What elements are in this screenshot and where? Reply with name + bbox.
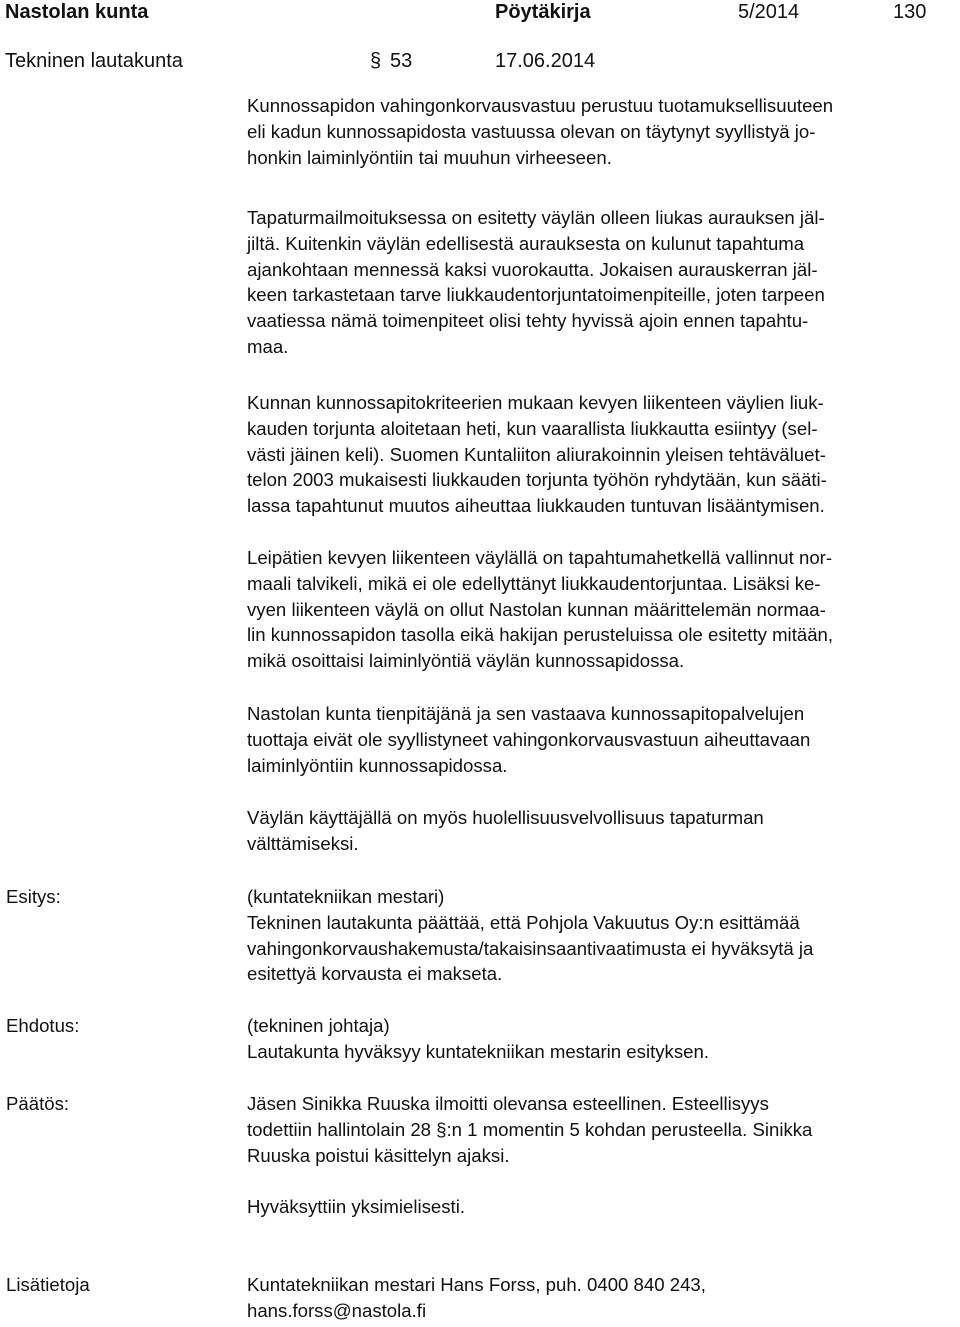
- paragraph-user-duty: [247, 805, 959, 857]
- section-number: 53: [390, 50, 413, 72]
- text-line: (tekninen johtaja): [247, 1015, 390, 1036]
- text-line: eli kadun kunnossapidosta vastuussa olevan on täytynyt syyllistyä jo-: [247, 120, 816, 142]
- text-line: (kuntatekniikan mestari): [247, 886, 445, 907]
- paragraph-accident-report: [247, 205, 959, 360]
- board-name: Tekninen lautakunta: [5, 50, 183, 72]
- ehdotus-label: Ehdotus:: [6, 1015, 80, 1036]
- text-line: keen tarkastetaan tarve liukkaudentorjuntatoimenpiteille, joten tarpeen: [247, 284, 825, 306]
- issue-number: 5/2014: [738, 1, 800, 23]
- text-line: maali talvikeli, mikä ei ole edellyttänyt liukkaudentorjuntaa. Lisäksi ke-: [247, 572, 821, 594]
- text-line: Ruuska poistui käsittelyn ajaksi.: [247, 1144, 510, 1166]
- text-line: honkin laiminlyöntiin tai muuhun virheeseen.: [247, 146, 612, 168]
- paatos-label: Päätös:: [6, 1093, 70, 1114]
- text-line: västi jäinen keli). Suomen Kuntaliiton aliurakoinnin yleisen tehtäväluet-: [247, 443, 826, 465]
- text-line: ajankohtaan mennessä kaksi vuorokautta. Jokaisen aurauskerran jäl-: [247, 258, 818, 280]
- text-line: Kunnossapidon vahingonkorvausvastuu perustuu tuotamuksellisuuteen: [247, 95, 834, 116]
- text-line: kauden torjunta aloitetaan heti, kun vaarallista liukkautta esiintyy (sel-: [247, 417, 818, 439]
- text-line: maa.: [247, 335, 289, 357]
- paragraph-liability: [247, 93, 959, 170]
- text-line: mikä osoittaisi laiminlyöntiä väylän kunnossapidossa.: [247, 650, 685, 672]
- text-line: laiminlyöntiin kunnossapidossa.: [247, 754, 508, 776]
- paragraph-road-conditions: [247, 545, 959, 674]
- meeting-date: 17.06.2014: [495, 50, 596, 72]
- text-line: Nastolan kunta tienpitäjänä ja sen vastaava kunnossapitopalvelujen: [247, 703, 805, 724]
- section-symbol: §: [370, 50, 382, 72]
- text-line: Tapaturmailmoituksessa on esitetty väylän olleen liukas aurauksen jäl-: [247, 207, 825, 228]
- text-line: lassa tapahtunut muutos aiheuttaa liukkauden tuntuvan lisääntymisen.: [247, 495, 825, 517]
- text-line: Tekninen lautakunta päättää, että Pohjola Vakuutus Oy:n esittämää: [247, 911, 800, 933]
- lisatietoja-text: [247, 1272, 959, 1324]
- lisatietoja-label: Lisätietoja: [6, 1274, 90, 1295]
- text-line: Väylän käyttäjällä on myös huolellisuusvelvollisuus tapaturman: [247, 807, 764, 828]
- text-line: jiltä. Kuitenkin väylän edellisestä aurauksesta on kulunut tapahtuma: [247, 232, 805, 254]
- text-line: vaatiessa nämä toimenpiteet olisi tehty hyvissä ajoin ennen tapahtu-: [247, 310, 809, 332]
- text-line: telon 2003 mukaisesti liukkauden torjunta työhön ryhdytään, kun sääti-: [247, 469, 827, 491]
- text-line: tuottaja eivät ole syyllistyneet vahingonkorvausvastuun aiheuttavaan: [247, 728, 811, 750]
- paatos-text: [247, 1091, 959, 1168]
- text-line: esitettyä korvausta ei makseta.: [247, 963, 503, 985]
- paragraph-maintenance-criteria: [247, 390, 959, 519]
- text-line: Jäsen Sinikka Ruuska ilmoitti olevansa esteellinen. Esteellisyys: [247, 1093, 769, 1114]
- text-line: vyen liikenteen väylä on ollut Nastolan kunnan määrittelemän normaa-: [247, 598, 826, 620]
- contact-email: hans.forss@nastola.fi: [247, 1299, 427, 1321]
- text-line: Leipätien kevyen liikenteen väylällä on tapahtumahetkellä vallinnut nor-: [247, 547, 833, 568]
- contact-line: Kuntatekniikan mestari Hans Forss, puh. 0400 840 243,: [247, 1274, 706, 1295]
- ehdotus-text: [247, 1013, 959, 1065]
- esitys-text: [247, 884, 959, 987]
- text-line: Kunnan kunnossapitokriteerien mukaan kevyen liikenteen väylien liuk-: [247, 392, 824, 413]
- text-line: Lautakunta hyväksyy kuntatekniikan mestarin esityksen.: [247, 1040, 709, 1062]
- org-name: Nastolan kunta: [5, 1, 149, 23]
- paatos-result: [247, 1194, 959, 1220]
- page-number: 130: [893, 1, 927, 23]
- text-line: Hyväksyttiin yksimielisesti.: [247, 1196, 465, 1217]
- text-line: välttämiseksi.: [247, 832, 359, 854]
- paragraph-municipality-conclusion: [247, 701, 959, 778]
- text-line: lin kunnossapidon tasolla eikä hakijan perusteluissa ole esitetty mitään,: [247, 624, 834, 646]
- text-line: todettiin hallintolain 28 §:n 1 momentin 5 kohdan perusteella. Sinikka: [247, 1118, 813, 1140]
- doc-type: Pöytäkirja: [495, 1, 591, 23]
- text-line: vahingonkorvaushakemusta/takaisinsaantivaatimusta ei hyväksytä ja: [247, 937, 814, 959]
- esitys-label: Esitys:: [6, 886, 61, 907]
